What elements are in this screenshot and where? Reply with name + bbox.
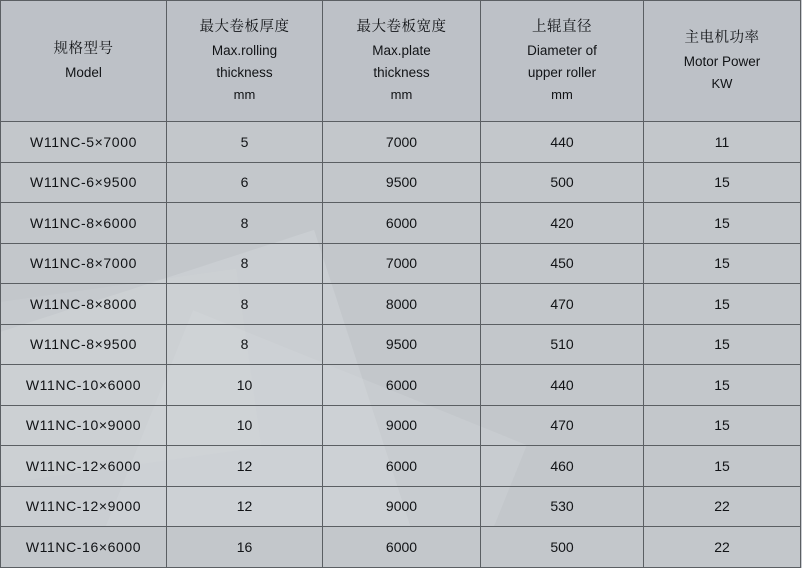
column-header-model [1,1,167,122]
table-row [1,324,801,365]
cell-thickness: 5 [167,122,323,163]
cell-power: 15 [644,446,801,487]
cell-thickness: 8 [167,284,323,325]
column-header-width [323,1,481,122]
cell-thickness: 12 [167,486,323,527]
cell-width: 7000 [323,243,481,284]
cell-thickness: 6 [167,162,323,203]
table-header-row [1,1,801,122]
table-row [1,284,801,325]
cell-model: W11NC-8×8000 [1,284,167,325]
cell-power: 22 [644,486,801,527]
cell-model: W11NC-8×9500 [1,324,167,365]
cell-width: 7000 [323,122,481,163]
column-header-model-en: Model [65,65,102,81]
cell-width: 9000 [323,486,481,527]
cell-model: W11NC-8×6000 [1,203,167,244]
cell-width: 6000 [323,527,481,568]
cell-model: W11NC-12×6000 [1,446,167,487]
cell-thickness: 8 [167,243,323,284]
column-header-diameter [481,1,644,122]
column-header-diameter-unit: mm [551,86,573,102]
cell-power: 11 [644,122,801,163]
column-header-diameter-en2: upper roller [527,65,597,81]
column-header-width-unit: mm [390,86,413,102]
cell-model: W11NC-6×9500 [1,162,167,203]
cell-width: 9000 [323,405,481,446]
cell-diameter: 440 [481,122,644,163]
column-header-diameter-en1: Diameter of [527,42,597,58]
cell-diameter: 450 [481,243,644,284]
column-header-thickness [167,1,323,122]
table-row [1,486,801,527]
cell-diameter: 440 [481,365,644,406]
cell-thickness: 12 [167,446,323,487]
column-header-width-en2: thickness [373,65,430,81]
cell-thickness: 16 [167,527,323,568]
cell-width: 6000 [323,203,481,244]
column-header-power-unit: KW [711,75,733,91]
cell-model: W11NC-8×7000 [1,243,167,284]
cell-power: 15 [644,203,801,244]
cell-width: 6000 [323,365,481,406]
table-row [1,162,801,203]
cell-width: 6000 [323,446,481,487]
cell-width: 9500 [323,324,481,365]
cell-power: 15 [644,365,801,406]
cell-model: W11NC-10×6000 [1,365,167,406]
cell-diameter: 500 [481,527,644,568]
column-header-diameter-cn: 上辊直径 [532,19,592,36]
table-row [1,122,801,163]
column-header-power-cn: 主电机功率 [684,30,760,47]
table-body [1,122,801,568]
cell-diameter: 420 [481,203,644,244]
cell-power: 15 [644,324,801,365]
column-header-thickness-cn: 最大卷板厚度 [199,19,290,36]
cell-power: 15 [644,243,801,284]
cell-model: W11NC-16×6000 [1,527,167,568]
cell-diameter: 470 [481,405,644,446]
column-header-power [644,1,801,122]
cell-diameter: 460 [481,446,644,487]
cell-width: 9500 [323,162,481,203]
table-row [1,527,801,568]
table-row [1,203,801,244]
cell-power: 15 [644,284,801,325]
cell-power: 15 [644,162,801,203]
column-header-width-cn: 最大卷板宽度 [356,19,447,36]
cell-model: W11NC-12×9000 [1,486,167,527]
cell-diameter: 510 [481,324,644,365]
column-header-thickness-en2: thickness [216,65,273,81]
cell-diameter: 530 [481,486,644,527]
cell-thickness: 10 [167,365,323,406]
column-header-width-en1: Max.plate [372,42,431,58]
table-row [1,243,801,284]
column-header-thickness-en1: Max.rolling [211,42,278,58]
table-row [1,405,801,446]
cell-diameter: 470 [481,284,644,325]
column-header-thickness-unit: mm [233,86,256,102]
cell-thickness: 8 [167,203,323,244]
column-header-model-cn: 规格型号 [53,41,114,58]
cell-thickness: 10 [167,405,323,446]
cell-model: W11NC-10×9000 [1,405,167,446]
table-row [1,365,801,406]
cell-power: 15 [644,405,801,446]
cell-width: 8000 [323,284,481,325]
table-row [1,446,801,487]
cell-thickness: 8 [167,324,323,365]
table-header [1,1,801,122]
cell-power: 22 [644,527,801,568]
column-header-power-en1: Motor Power [683,54,761,70]
cell-diameter: 500 [481,162,644,203]
cell-model: W11NC-5×7000 [1,122,167,163]
